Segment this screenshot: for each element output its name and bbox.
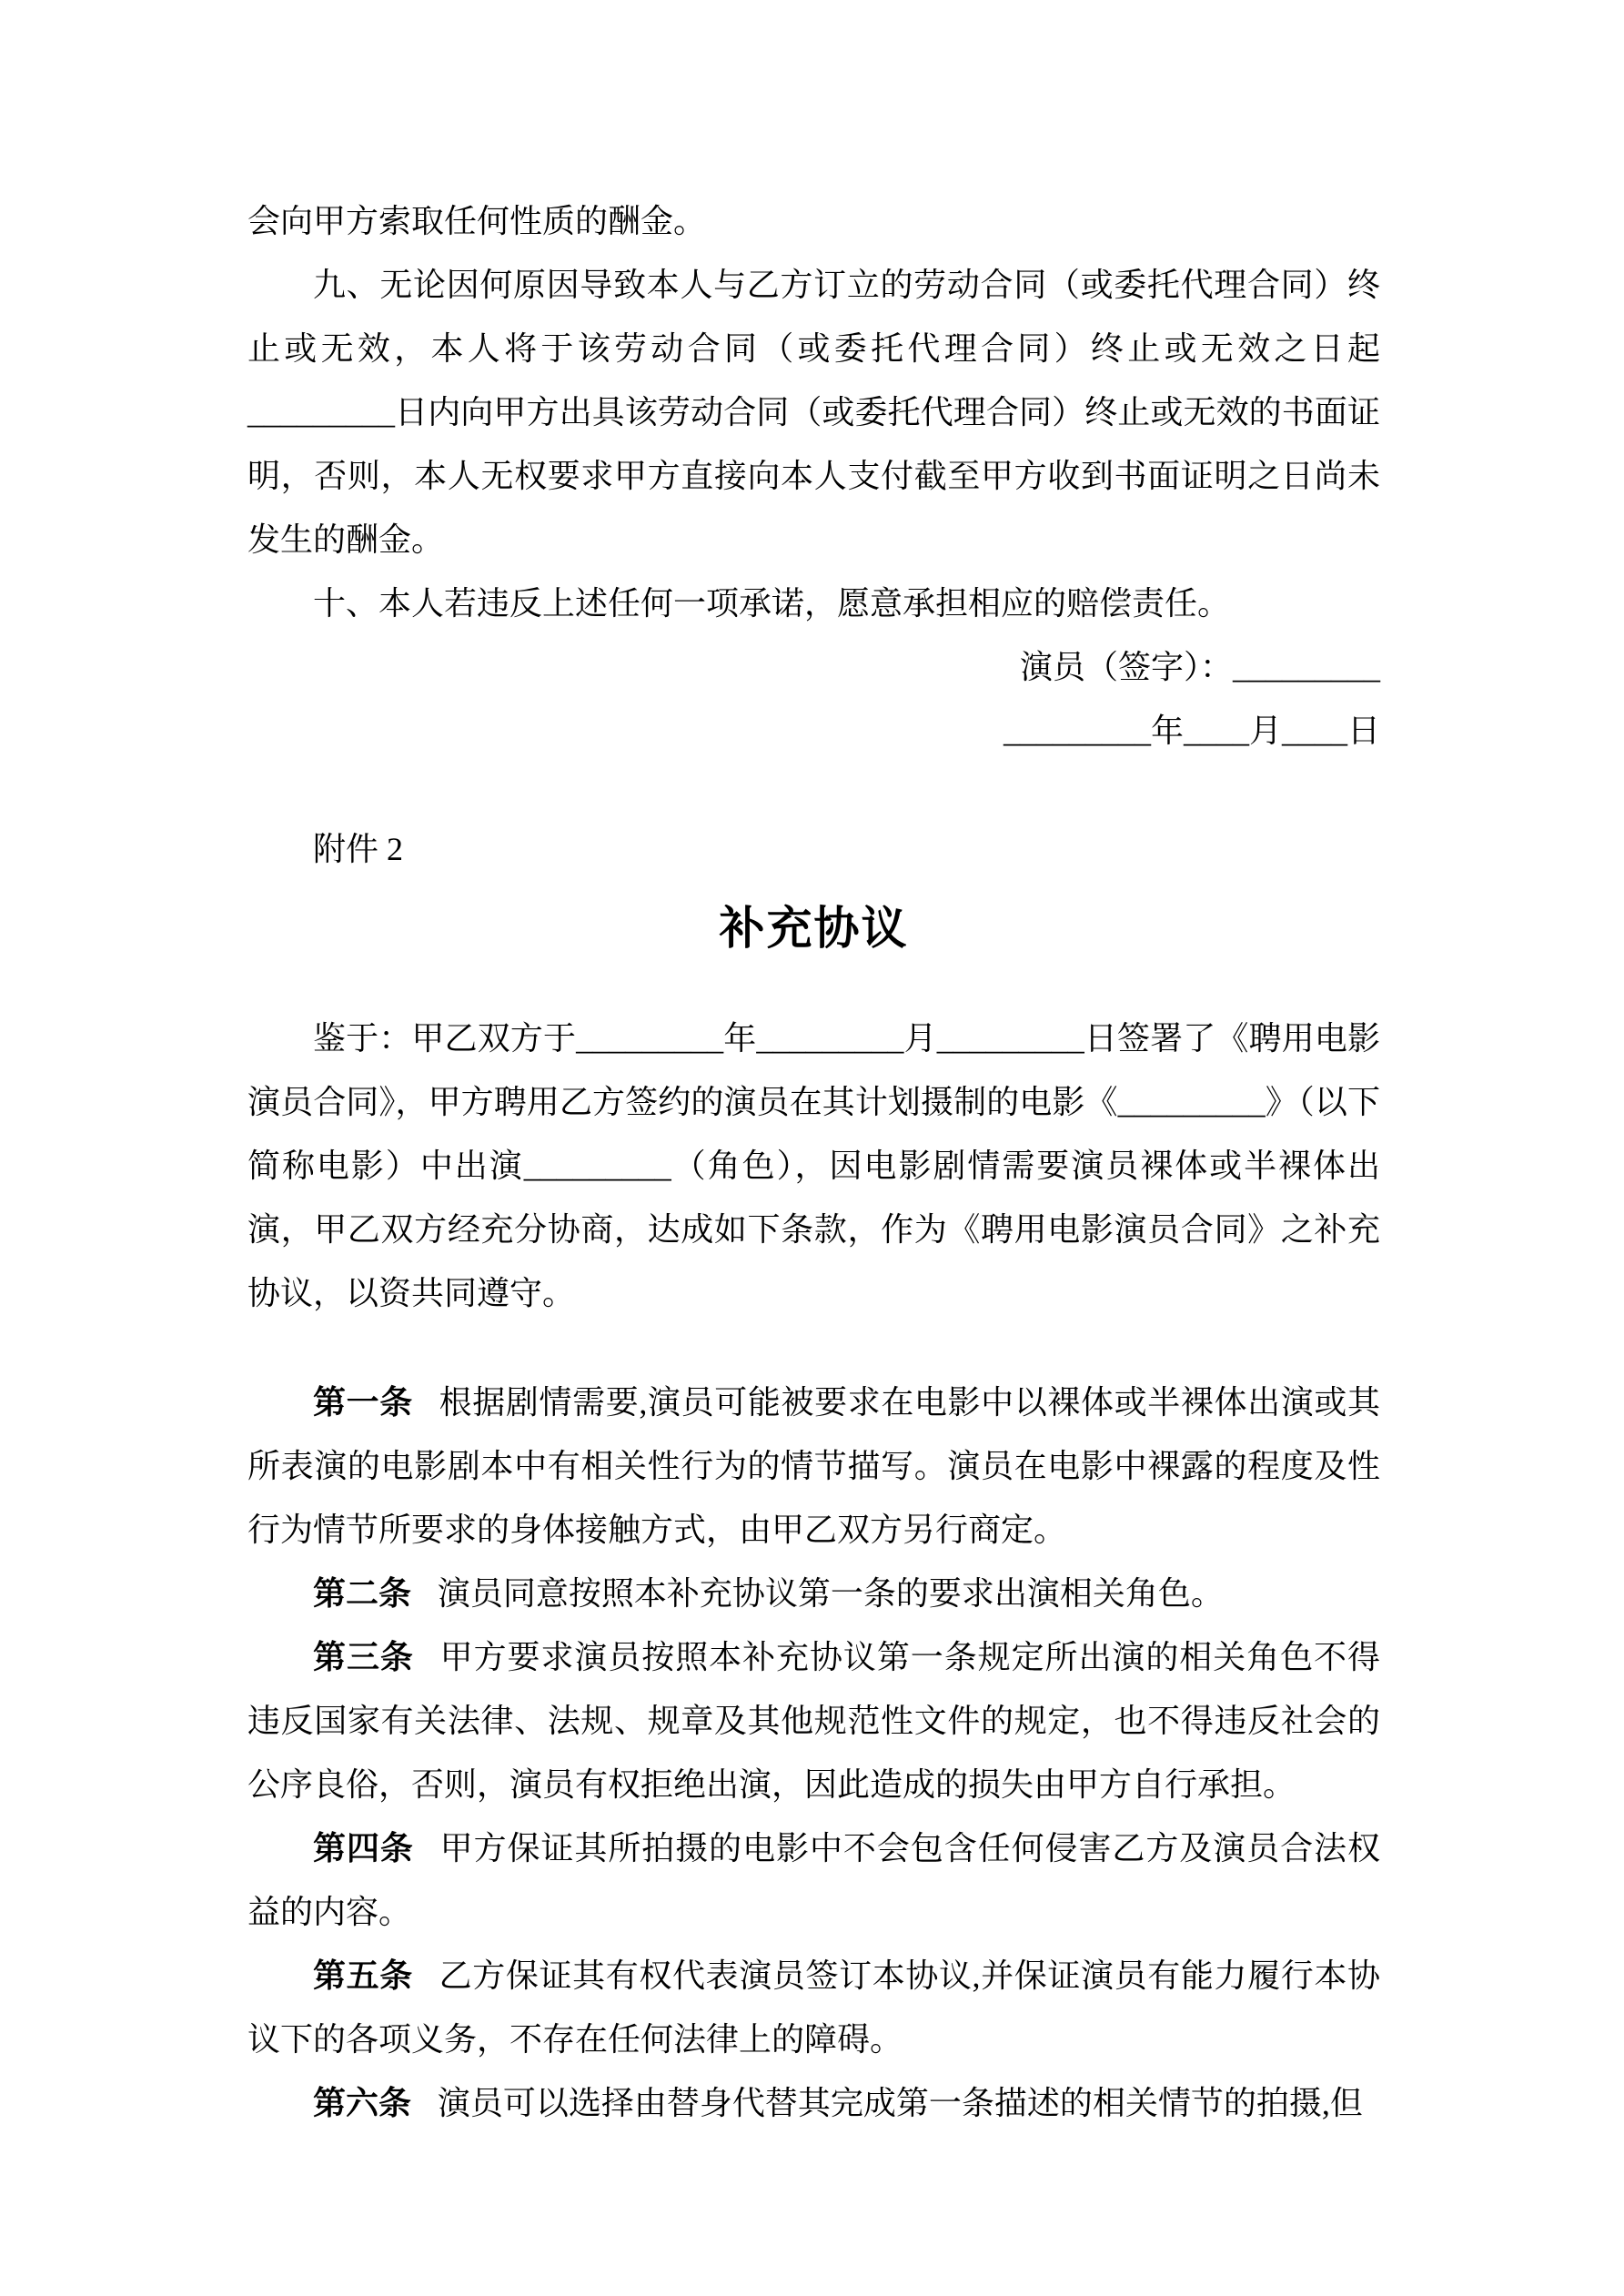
article-4-text: 甲方保证其所拍摄的电影中不会包含任何侵害乙方及演员合法权益的内容。 bbox=[247, 1830, 1380, 1930]
attachment-label: 附件 2 bbox=[313, 831, 404, 867]
article-2 bbox=[247, 1562, 1380, 1625]
page-title: 补充协议 bbox=[719, 903, 909, 954]
clause-10-paragraph: 十、本人若违反上述任何一项承诺，愿意承担相应的赔偿责任。 bbox=[313, 585, 1231, 622]
article-1-label: 第一条 bbox=[313, 1384, 413, 1421]
article-4 bbox=[247, 1816, 1380, 1944]
article-3-text: 甲方要求演员按照本补充协议第一条规定所出演的相关角色不得违反国家有关法律、法规、规章及其他规范性文件的规定，也不得违反社会的公序良俗，否则，演员有权拒绝出演，因此造成的损失由甲方自行承担。 bbox=[247, 1639, 1380, 1803]
article-6 bbox=[247, 2071, 1380, 2135]
clause8-continuation-text: 会向甲方索取任何性质的酬金。 bbox=[247, 203, 707, 239]
signature-date-line: _________年____月____日 bbox=[1004, 713, 1380, 749]
article-5 bbox=[247, 1944, 1380, 2071]
article-1-text: 根据剧情需要,演员可能被要求在电影中以裸体或半裸体出演或其所表演的电影剧本中有相关性行为的情节描写。演员在电影中裸露的程度及性行为情节所要求的身体接触方式，由甲乙双方另行商定。 bbox=[247, 1384, 1380, 1548]
article-3-label: 第三条 bbox=[313, 1639, 414, 1675]
article-6-label: 第六条 bbox=[313, 2085, 412, 2121]
actor-signature-line: 演员（签字）：_________ bbox=[1019, 649, 1380, 685]
articles-section bbox=[247, 1371, 1380, 2135]
clause-9-paragraph: 九、无论因何原因导致本人与乙方订立的劳动合同（或委托代理合同）终止或无效，本人将于该劳动合同（或委托代理合同）终止或无效之日起_________日内向甲方出具该劳动合同（或委托代理合同）终止或无效的书面证明，否则，本人无权要求甲方直接向本人支付截至甲方收到书面证明之日尚未发生的酬金。 bbox=[247, 267, 1380, 558]
article-5-label: 第五条 bbox=[313, 1957, 413, 1994]
article-2-label: 第二条 bbox=[313, 1575, 412, 1612]
article-1 bbox=[247, 1371, 1380, 1562]
article-5-text: 乙方保证其有权代表演员签订本协议,并保证演员有能力履行本协议下的各项义务，不存在任何法律上的障碍。 bbox=[247, 1957, 1380, 2058]
article-4-label: 第四条 bbox=[313, 1830, 414, 1866]
article-6-text: 演员可以选择由替身代替其完成第一条描述的相关情节的拍摄,但 bbox=[437, 2085, 1363, 2121]
article-3 bbox=[247, 1625, 1380, 1816]
article-2-text: 演员同意按照本补充协议第一条的要求出演相关角色。 bbox=[437, 1575, 1224, 1612]
preamble-paragraph: 鉴于：甲乙双方于_________年_________月_________日签署了《聘用电影演员合同》，甲方聘用乙方签约的演员在其计划摄制的电影《_________》（以下简称电影）中出演_________（角色），因电影剧情需要演员裸体或半裸体出演，甲乙双方经充分协商，达成如下条款，作为《聘用电影演员合同》之补充协议，以资共同遵守。 bbox=[247, 1020, 1380, 1311]
